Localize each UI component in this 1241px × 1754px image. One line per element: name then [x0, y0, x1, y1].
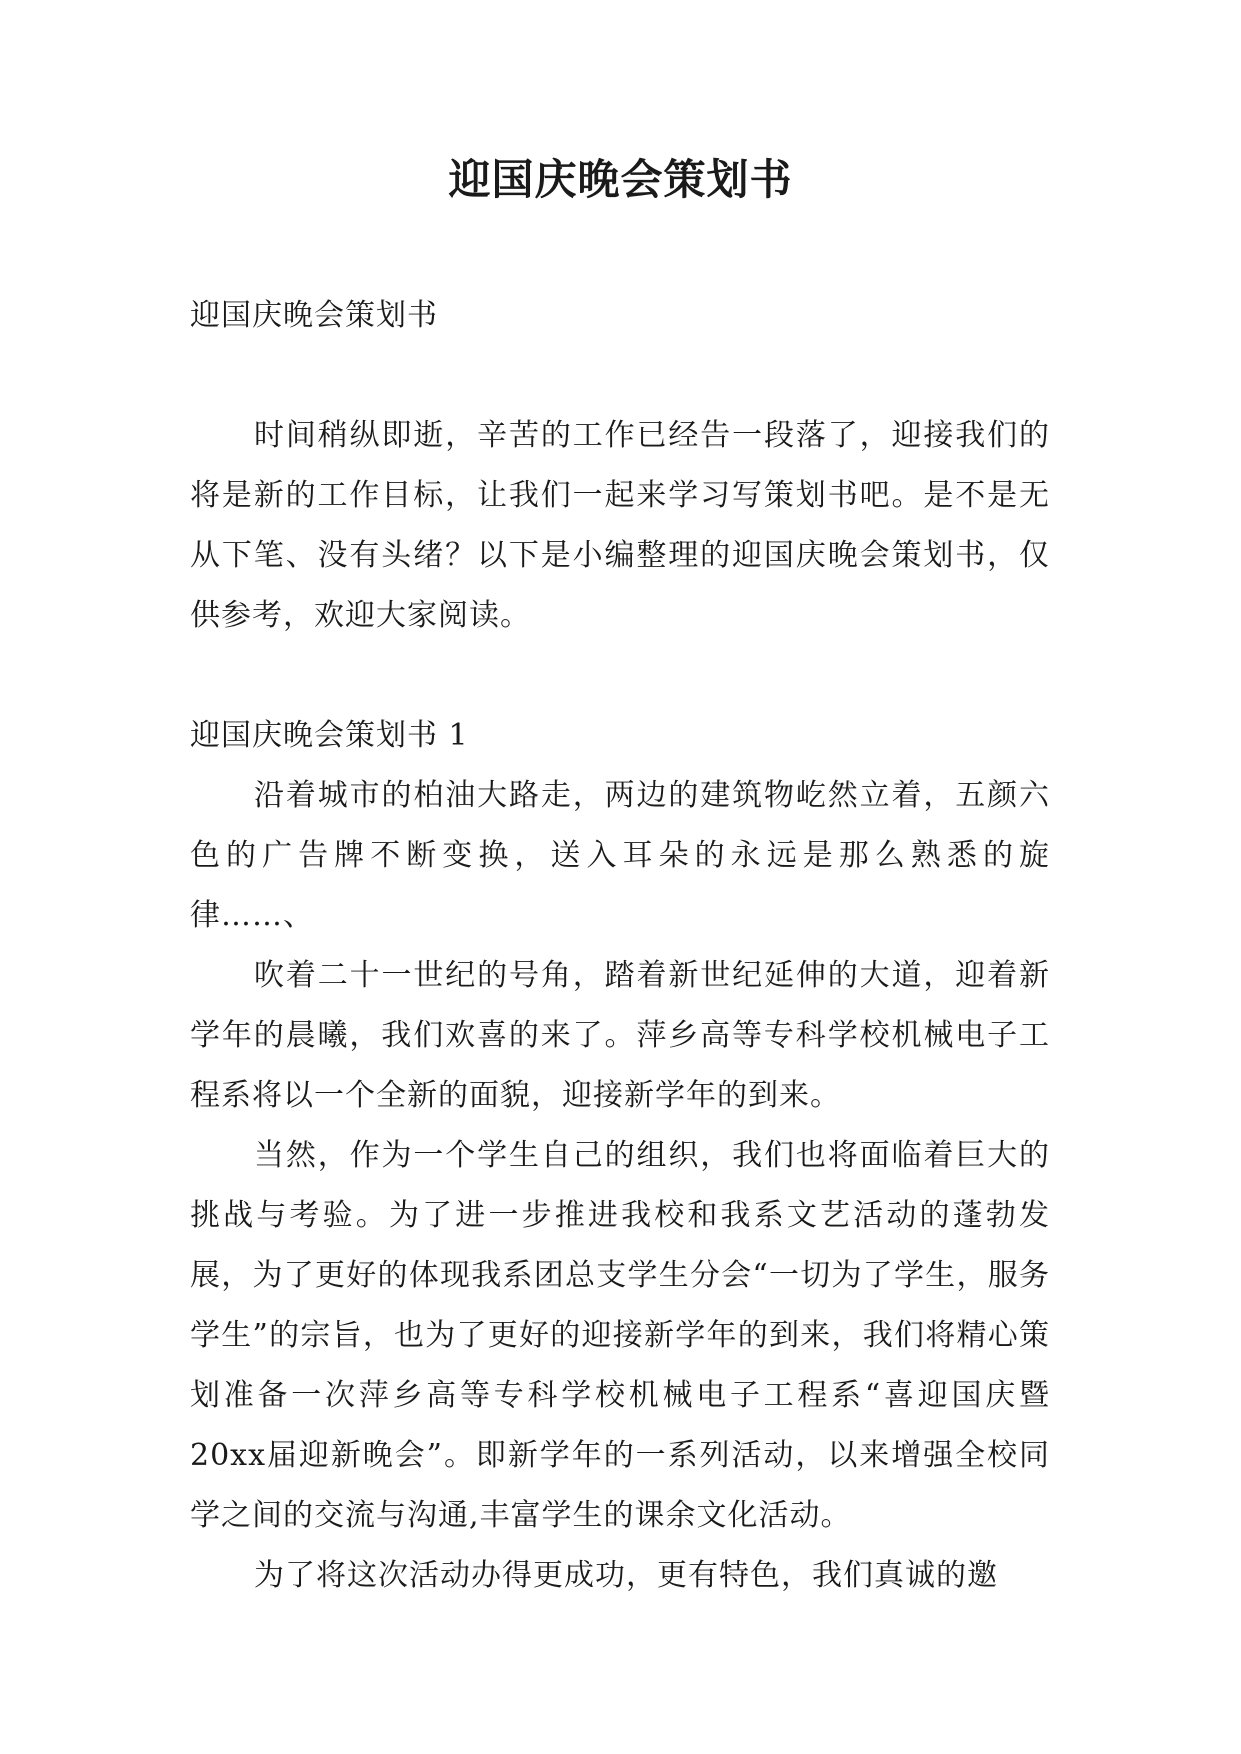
document-subtitle: 迎国庆晚会策划书: [190, 298, 438, 333]
body-paragraph: 沿着城市的柏油大路走，两边的建筑物屹然立着，五颜六色的广告牌不断变换，送入耳朵的永远是那么熟悉的旋律……、: [190, 778, 1050, 933]
document-title: 迎国庆晚会策划书: [448, 155, 793, 204]
intro-paragraph: 时间稍纵即逝，辛苦的工作已经告一段落了，迎接我们的将是新的工作目标，让我们一起来学习写策划书吧。是不是无从下笔、没有头绪？以下是小编整理的迎国庆晚会策划书，仅供参考，欢迎大家阅读。: [190, 418, 1050, 633]
document-body: [190, 286, 1050, 1606]
body-paragraph: 吹着二十一世纪的号角，踏着新世纪延伸的大道，迎着新学年的晨曦，我们欢喜的来了。萍乡高等专科学校机械电子工程系将以一个全新的面貌，迎接新学年的到来。: [190, 958, 1050, 1113]
body-paragraph: 为了将这次活动办得更成功，更有特色，我们真诚的邀: [254, 1558, 998, 1593]
section-heading: 迎国庆晚会策划书 1: [190, 718, 469, 753]
body-paragraph: 当然，作为一个学生自己的组织，我们也将面临着巨大的挑战与考验。为了进一步推进我校和我系文艺活动的蓬勃发展，为了更好的体现我系团总支学生分会“一切为了学生，服务学生”的宗旨，也为了更好的迎接新学年的到来，我们将精心策划准备一次萍乡高等专科学校机械电子工程系“喜迎国庆暨20xx届迎新晚会”。即新学年的一系列活动，以来增强全校同学之间的交流与沟通,丰富学生的课余文化活动。: [190, 1138, 1050, 1533]
